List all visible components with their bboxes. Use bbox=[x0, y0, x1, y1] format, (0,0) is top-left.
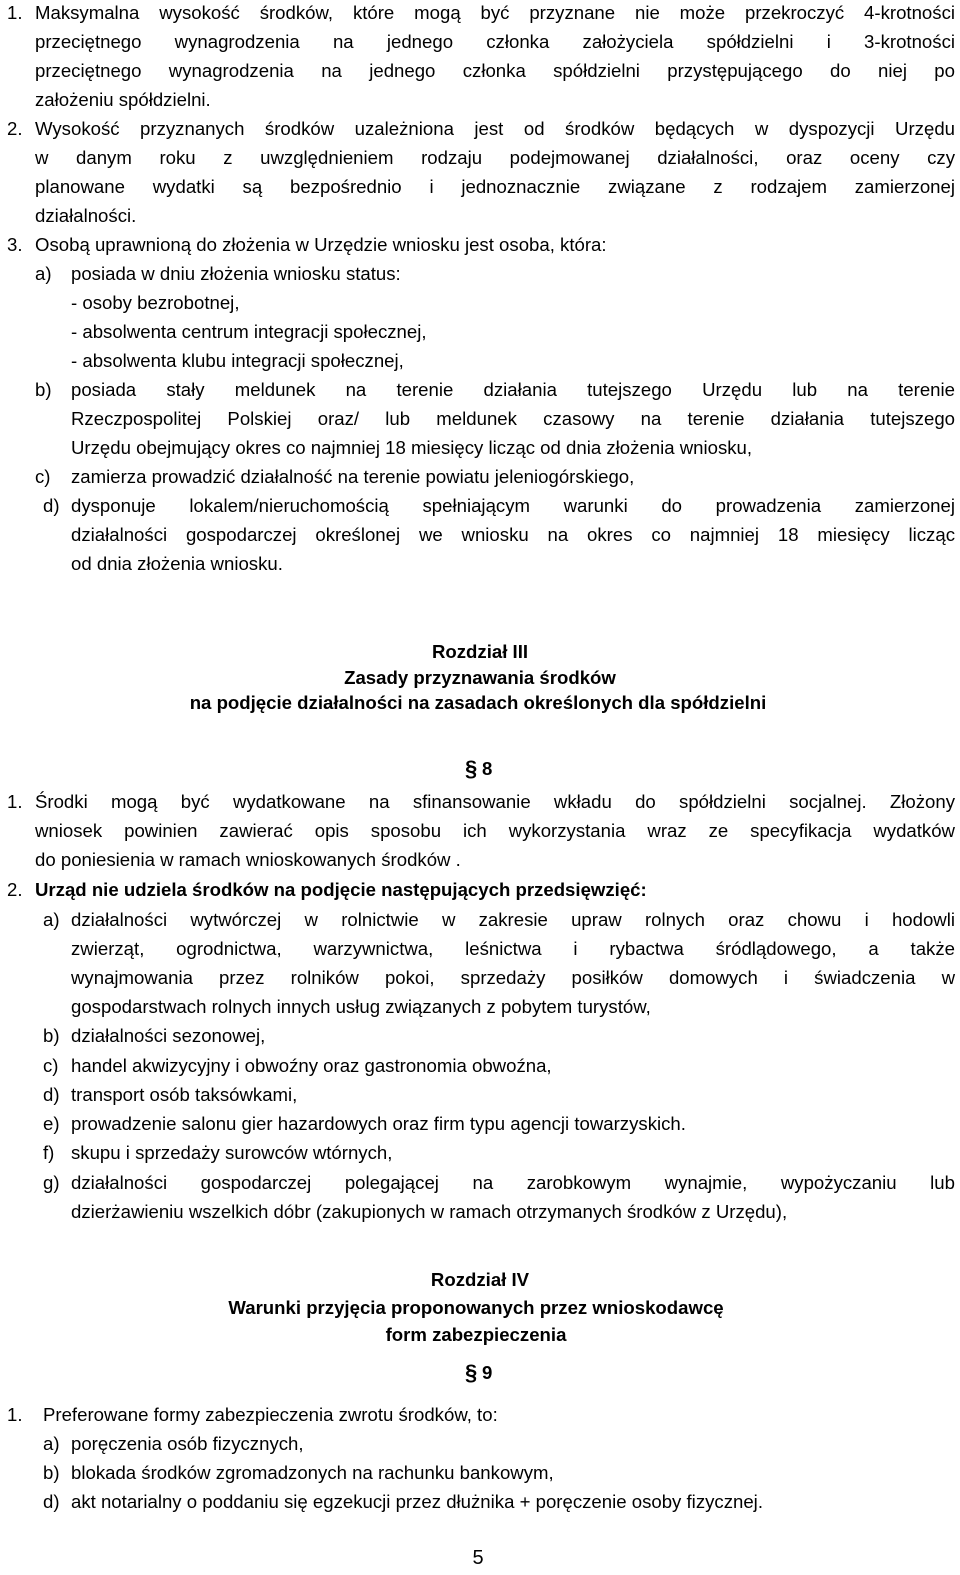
ch3-para2-e-text: prowadzenie salonu gier hazardowych oraz firm typu agencji towarzyskich. bbox=[71, 1113, 686, 1134]
ch3-para2-d-label: d) bbox=[43, 1084, 60, 1105]
para1-number: 1. bbox=[7, 2, 23, 23]
para2-line-1: Wysokość przyznanych środków uzależniona jest od środków będących w dyspozycji Urzędu bbox=[35, 118, 955, 139]
ch3-para2-c-label: c) bbox=[43, 1055, 59, 1076]
ch4-para1-number: 1. bbox=[7, 1404, 23, 1425]
para3-d-line-3: od dnia złożenia wniosku. bbox=[71, 553, 283, 574]
ch3-para2-g-label: g) bbox=[43, 1172, 60, 1193]
para3-c-text: zamierza prowadzić działalność na terenie powiatu jeleniogórskiego, bbox=[71, 466, 635, 487]
para3-d-line-2: działalności gospodarczej określonej we wniosku na okres co najmniej 18 miesięcy licząc bbox=[71, 524, 955, 545]
ch3-para1-number: 1. bbox=[7, 791, 23, 812]
ch3-para2-a-label: a) bbox=[43, 909, 60, 930]
ch3-para2-a-line-2: zwierząt, ogrodnictwa, warzywnictwa, leśnictwa i rybactwa śródlądowego, a także bbox=[71, 938, 955, 959]
ch4-para1-d-label: d) bbox=[43, 1491, 60, 1512]
ch3-para2-a-line-3: wynajmowania przez rolników pokoi, sprzedaży posiłków domowych i świadczenia w bbox=[71, 967, 955, 988]
page-number: 5 bbox=[472, 1547, 484, 1569]
para1-line-2: przeciętnego wynagrodzenia na jednego członka założyciela spółdzielni i 3-krotności bbox=[35, 31, 955, 52]
ch3-para2-heading: Urząd nie udziela środków na podjęcie następujących przedsięwzięć: bbox=[35, 879, 647, 900]
para3-a-sub-3: - absolwenta klubu integracji społecznej, bbox=[71, 350, 404, 371]
para2-number: 2. bbox=[7, 118, 23, 139]
ch3-para1-line-2: wniosek powinien zawierać opis sposobu ich wykorzystania wraz ze specyfikacja wydatków bbox=[35, 820, 955, 841]
ch3-para2-a-line-1: działalności wytwórczej w rolnictwie w zakresie upraw rolnych oraz chowu i hodowli bbox=[71, 909, 955, 930]
para2-line-2: w danym roku z uwzględnieniem rodzaju podejmowanej działalności, oraz oceny czy bbox=[35, 147, 955, 168]
chapter4-heading: Rozdział IV bbox=[430, 1269, 530, 1290]
ch3-para2-a-line-4: gospodarstwach rolnych innych usług związanych z pobytem turystów, bbox=[71, 996, 651, 1017]
chapter3-heading: Rozdział III bbox=[431, 641, 529, 662]
ch3-para2-f-text: skupu i sprzedaży surowców wtórnych, bbox=[71, 1142, 393, 1163]
para2-line-3: planowane wydatki są bezpośrednio i jednoznacznie związane z rodzajem zamierzonej bbox=[35, 176, 955, 197]
chapter3-title-2: na podjęcie działalności na zasadach określonych dla spółdzielni bbox=[189, 692, 767, 713]
section-8-marker bbox=[465, 758, 525, 784]
ch3-para2-b-label: b) bbox=[43, 1025, 60, 1046]
ch4-para1-b-text: blokada środków zgromadzonych na rachunku bankowym, bbox=[71, 1462, 554, 1483]
ch3-para1-line-1: Środki mogą być wydatkowane na sfinansowanie wkładu do spółdzielni socjalnej. Złożony bbox=[35, 791, 955, 812]
ch3-para1-line-3: do poniesienia w ramach wnioskowanych środków . bbox=[35, 849, 461, 870]
para3-d-line-1: dysponuje lokalem/nieruchomością spełniającym warunki do prowadzenia zamierzonej bbox=[71, 495, 955, 516]
para3-a-sub-1: - osoby bezrobotnej, bbox=[71, 292, 240, 313]
para1-line-3: przeciętnego wynagrodzenia na jednego członka spółdzielni przystępującego do niej po bbox=[35, 60, 955, 81]
chapter4-title-2: form zabezpieczenia bbox=[385, 1324, 567, 1345]
para3-b-line-3: Urzędu obejmujący okres co najmniej 18 miesięcy licząc od dnia złożenia wniosku, bbox=[71, 437, 753, 458]
ch4-para1-a-text: poręczenia osób fizycznych, bbox=[71, 1433, 304, 1454]
section-sign-icon: § bbox=[465, 756, 478, 781]
para3-b-line-1: posiada stały meldunek na terenie działania tutejszego Urzędu lub na terenie bbox=[71, 379, 955, 400]
para3-number: 3. bbox=[7, 234, 23, 255]
para3-intro: Osobą uprawnioną do złożenia w Urzędzie wniosku jest osoba, która: bbox=[35, 234, 607, 255]
ch3-para2-d-text: transport osób taksówkami, bbox=[71, 1084, 298, 1105]
ch4-para1-intro: Preferowane formy zabezpieczenia zwrotu środków, to: bbox=[43, 1404, 498, 1425]
section-9-number: 9 bbox=[482, 1362, 493, 1383]
chapter4-title-1: Warunki przyjęcia proponowanych przez wnioskodawcę bbox=[228, 1297, 724, 1318]
ch4-para1-a-label: a) bbox=[43, 1433, 60, 1454]
para1-line-1: Maksymalna wysokość środków, które mogą być przyznane nie może przekroczyć 4-krotności bbox=[35, 2, 955, 23]
ch3-para2-b-text: działalności sezonowej, bbox=[71, 1025, 266, 1046]
para3-c-label: c) bbox=[35, 466, 51, 487]
ch3-para2-e-label: e) bbox=[43, 1113, 60, 1134]
para3-d-label: d) bbox=[43, 495, 60, 516]
section-sign-icon: § bbox=[465, 1360, 478, 1385]
para3-a-label: a) bbox=[35, 263, 52, 284]
ch3-para2-number: 2. bbox=[7, 879, 23, 900]
para3-a-sub-2: - absolwenta centrum integracji społecznej, bbox=[71, 321, 427, 342]
ch3-para2-g-line-1: działalności gospodarczej polegającej na zarobkowym wynajmie, wypożyczaniu lub bbox=[71, 1172, 955, 1193]
ch4-para1-d-text: akt notarialny o poddaniu się egzekucji przez dłużnika + poręczenie osoby fizycznej. bbox=[71, 1491, 763, 1512]
ch4-para1-b-label: b) bbox=[43, 1462, 60, 1483]
ch3-para2-f-label: f) bbox=[43, 1142, 55, 1163]
para3-b-line-2: Rzeczpospolitej Polskiej oraz/ lub meldunek czasowy na terenie działania tutejszego bbox=[71, 408, 955, 429]
para2-line-4: działalności. bbox=[35, 205, 137, 226]
section-9-marker bbox=[465, 1362, 525, 1388]
ch3-para2-g-line-2: dzierżawieniu wszelkich dóbr (zakupionych w ramach otrzymanych środków z Urzędu), bbox=[71, 1201, 788, 1222]
para3-b-label: b) bbox=[35, 379, 52, 400]
section-8-number: 8 bbox=[482, 758, 493, 779]
para1-line-4: założeniu spółdzielni. bbox=[35, 89, 211, 110]
chapter3-title-1: Zasady przyznawania środków bbox=[344, 667, 616, 688]
para3-a-text: posiada w dniu złożenia wniosku status: bbox=[71, 263, 401, 284]
ch3-para2-c-text: handel akwizycyjny i obwoźny oraz gastronomia obwoźna, bbox=[71, 1055, 552, 1076]
